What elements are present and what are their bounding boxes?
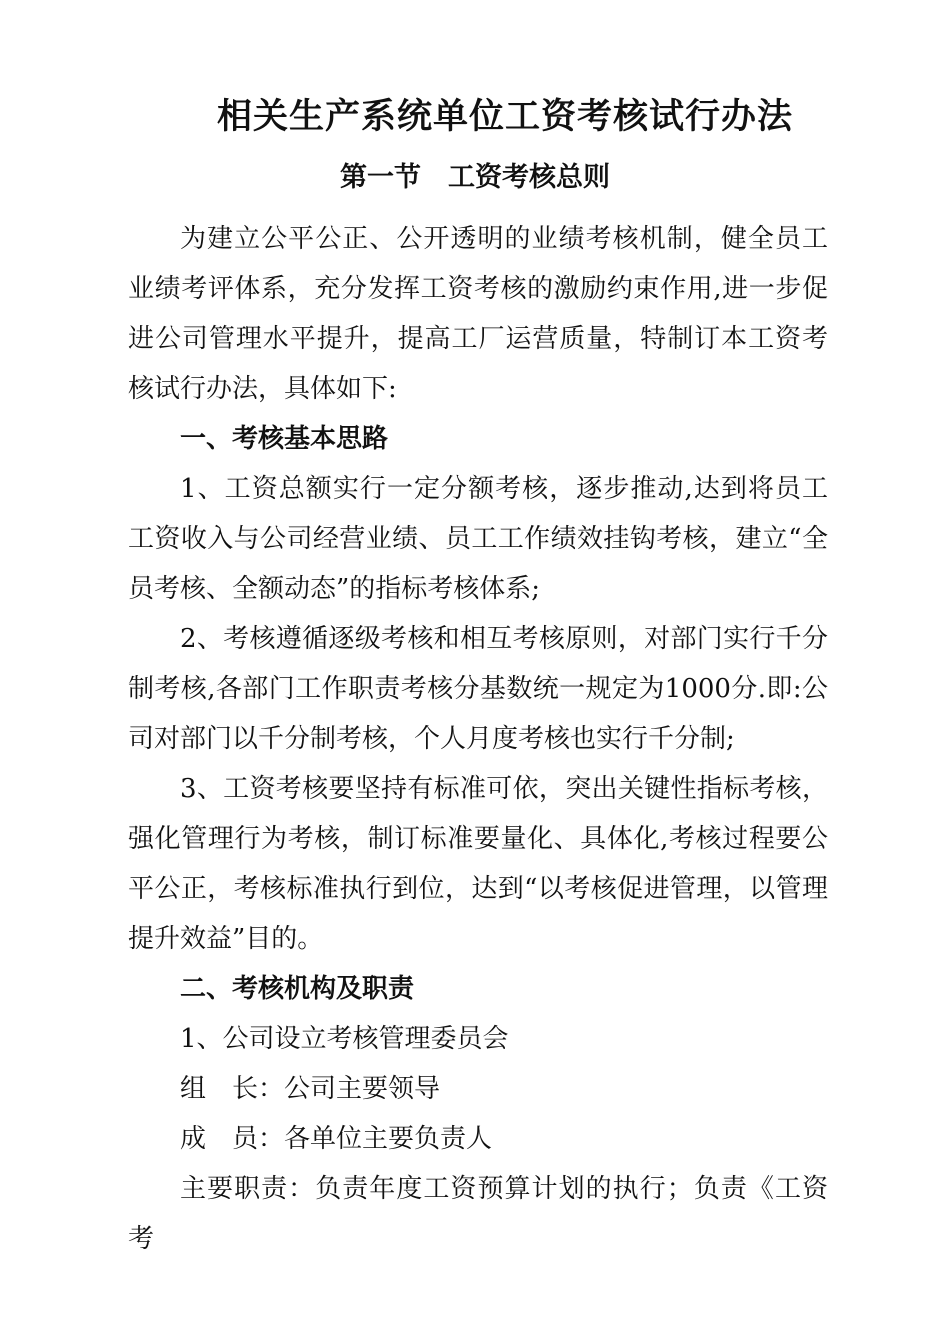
heading-organization-duties: 二、考核机构及职责 <box>180 974 415 1004</box>
committee-leader: 组 长：公司主要领导 <box>180 1074 441 1104</box>
approach-item-2: 2、考核遵循逐级考核和相互考核原则，对部门实行千分制考核,各部门工作职责考核分基数统一规定为1000分.即:公司对部门以千分制考核，个人月度考核也实行千分制; <box>128 624 828 754</box>
organization-item-1: 1、公司设立考核管理委员会 <box>180 1024 509 1054</box>
section-title: 第一节 工资考核总则 <box>340 162 610 193</box>
approach-item-3: 3、工资考核要坚持有标准可依，突出关键性指标考核，强化管理行为考核，制订标准要量化、具体化,考核过程要公平公正，考核标准执行到位，达到“以考核促进管理，以管理提升效益”目的。 <box>128 774 828 954</box>
document-title: 相关生产系统单位工资考核试行办法 <box>216 97 793 137</box>
committee-duties: 主要职责：负责年度工资预算计划的执行；负责《工资考 <box>128 1174 828 1254</box>
committee-members: 成 员：各单位主要负责人 <box>180 1124 493 1154</box>
document-body <box>128 214 828 1264</box>
intro-paragraph: 为建立公平公正、公开透明的业绩考核机制，健全员工业绩考评体系，充分发挥工资考核的激励约束作用,进一步促进公司管理水平提升，提高工厂运营质量，特制订本工资考核试行办法，具体如下: <box>128 224 828 404</box>
heading-basic-approach: 一、考核基本思路 <box>180 424 389 454</box>
approach-item-1: 1、工资总额实行一定分额考核，逐步推动,达到将员工工资收入与公司经营业绩、员工工作绩效挂钩考核，建立“全员考核、全额动态”的指标考核体系; <box>128 474 828 604</box>
